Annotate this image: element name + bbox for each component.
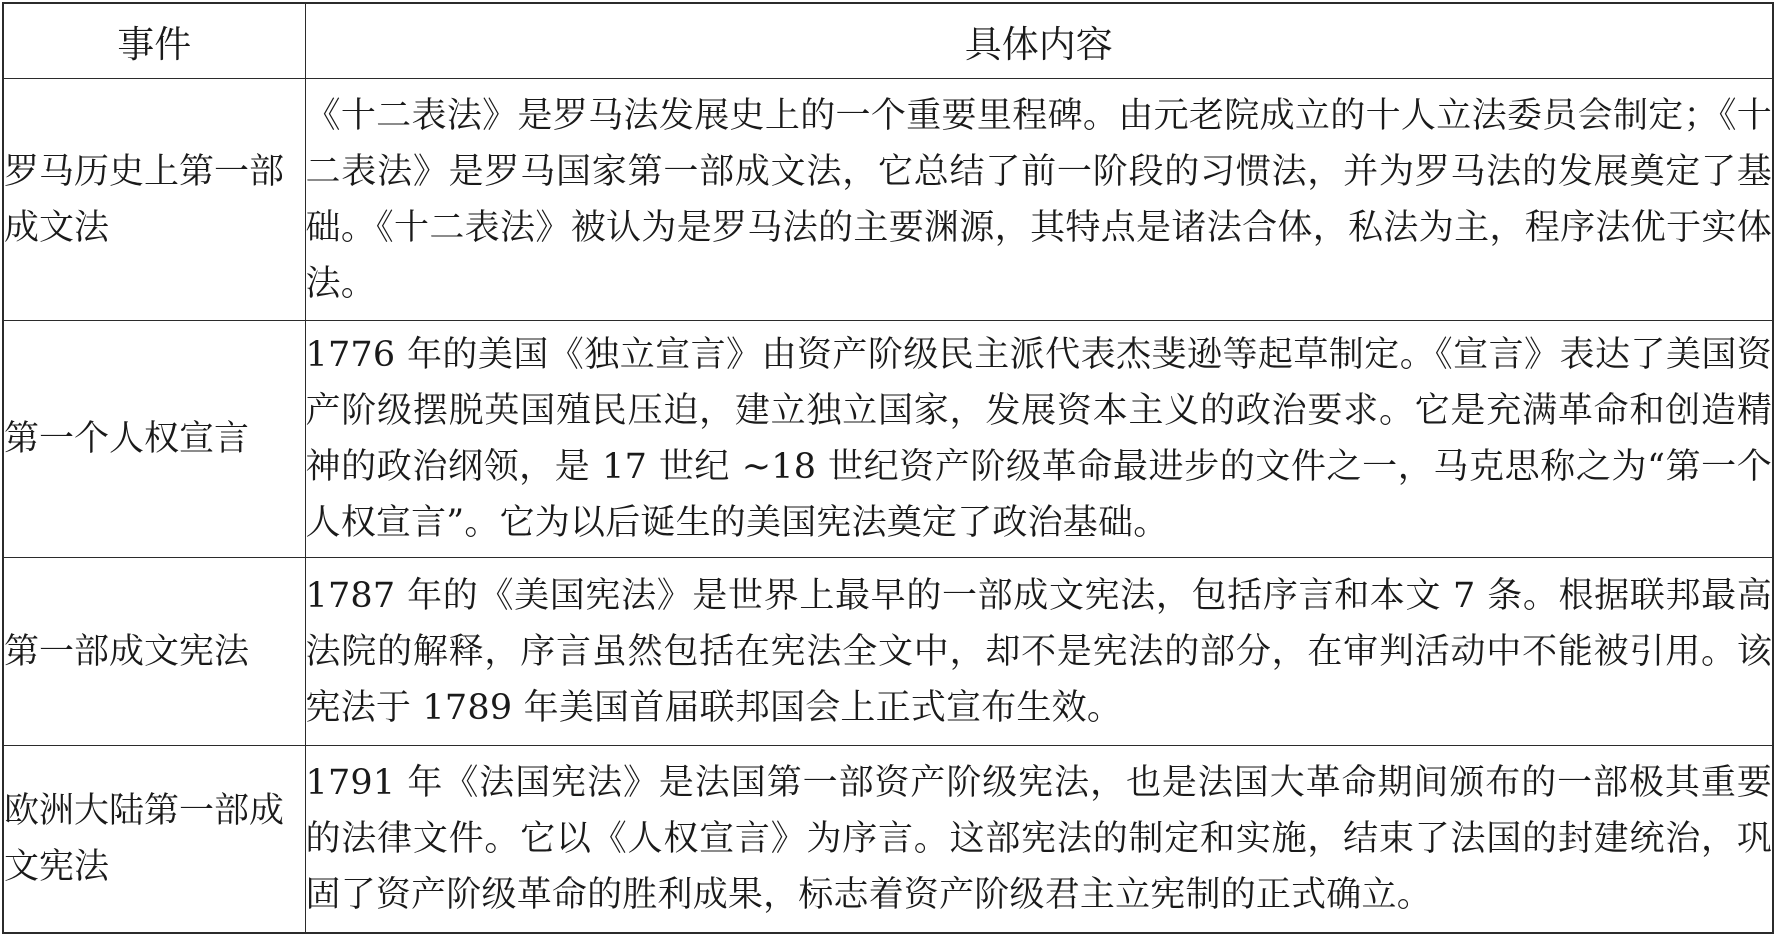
header-content: 具体内容 (305, 3, 1773, 79)
header-event: 事件 (3, 3, 305, 79)
events-table (2, 2, 1774, 934)
table-row (3, 746, 1773, 933)
header-row (3, 3, 1773, 79)
content-cell: 1791 年《法国宪法》是法国第一部资产阶级宪法，也是法国大革命期间颁布的一部极其重要的法律文件。它以《人权宣言》为序言。这部宪法的制定和实施，结束了法国的封建统治，巩固了资产阶级革命的胜利成果，标志着资产阶级君主立宪制的正式确立。 (305, 746, 1773, 933)
content-cell: 1787 年的《美国宪法》是世界上最早的一部成文宪法，包括序言和本文 7 条。根据联邦最高法院的解释，序言虽然包括在宪法全文中，却不是宪法的部分，在审判活动中不能被引用。该宪法于 1789 年美国首届联邦国会上正式宣布生效。 (305, 558, 1773, 746)
table-row (3, 558, 1773, 746)
event-cell: 第一个人权宣言 (3, 321, 305, 558)
table-row (3, 321, 1773, 558)
event-cell: 欧洲大陆第一部成文宪法 (3, 746, 305, 933)
content-cell: 《十二表法》是罗马法发展史上的一个重要里程碑。由元老院成立的十人立法委员会制定；《十二表法》是罗马国家第一部成文法，它总结了前一阶段的习惯法，并为罗马法的发展奠定了基础。《十二表法》被认为是罗马法的主要渊源，其特点是诸法合体，私法为主，程序法优于实体法。 (305, 79, 1773, 321)
content-cell: 1776 年的美国《独立宣言》由资产阶级民主派代表杰斐逊等起草制定。《宣言》表达了美国资产阶级摆脱英国殖民压迫，建立独立国家，发展资本主义的政治要求。它是充满革命和创造精神的政治纲领，是 17 世纪 ~18 世纪资产阶级革命最进步的文件之一，马克思称之为“第一个人权宣言”。它为以后诞生的美国宪法奠定了政治基础。 (305, 321, 1773, 558)
event-cell: 罗马历史上第一部成文法 (3, 79, 305, 321)
table-row (3, 79, 1773, 321)
event-cell: 第一部成文宪法 (3, 558, 305, 746)
